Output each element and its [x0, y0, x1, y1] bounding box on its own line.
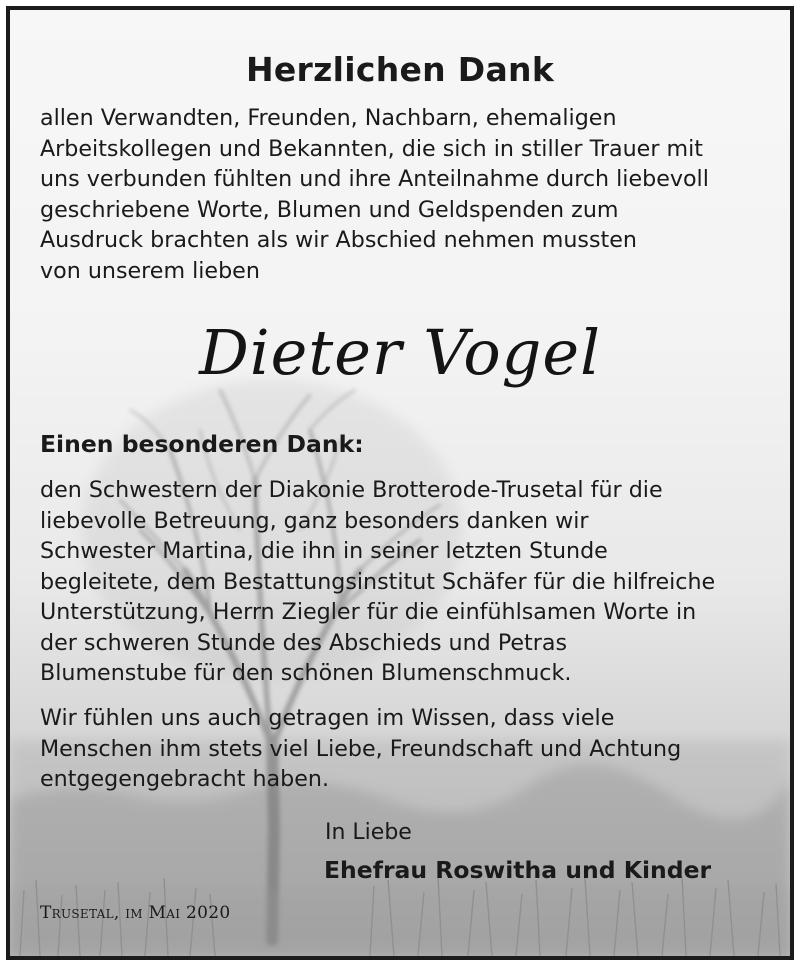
obituary-notice — [6, 6, 794, 960]
intro-line: von unserem lieben — [40, 257, 260, 284]
special-thanks-line: der schweren Stunde des Abschieds und Petras — [40, 629, 568, 656]
intro-line: Ausdruck brachten als wir Abschied nehmen mussten — [40, 227, 637, 253]
intro-line: geschriebene Worte, Blumen und Geldspenden zum — [40, 196, 619, 223]
special-thanks-heading: Einen besonderen Dank: — [40, 430, 364, 458]
intro-line: allen Verwandten, Freunden, Nachbarn, ehemaligen — [40, 105, 617, 131]
sign-off: In Liebe — [325, 820, 412, 845]
intro-line: uns verbunden fühlten und ihre Anteilnahme durch liebevoll — [40, 166, 709, 192]
closing-line: entgegengebracht haben. — [40, 766, 330, 792]
special-thanks-line: liebevolle Betreuung, ganz besonders danken wir — [40, 507, 589, 534]
special-thanks-line: begleitete, dem Bestattungsinstitut Schäfer für die hilfreiche — [40, 568, 716, 595]
special-thanks-line: Unterstützung, Herrn Ziegler für die einfühlsamen Worte in — [40, 599, 697, 625]
intro-line: Arbeitskollegen und Bekannten, die sich in stiller Trauer mit — [40, 135, 703, 162]
special-thanks-paragraph — [40, 475, 780, 689]
intro-paragraph — [40, 103, 780, 286]
place-date: Trusetal, im Mai 2020 — [40, 903, 231, 923]
closing-line: Menschen ihm stets viel Liebe, Freundschaft und Achtung — [40, 735, 682, 762]
deceased-name: Dieter Vogel — [199, 316, 601, 389]
notice-title: Herzlichen Dank — [245, 50, 555, 89]
signatories: Ehefrau Roswitha und Kinder — [324, 856, 712, 884]
closing-line: Wir fühlen uns auch getragen im Wissen, dass viele — [40, 705, 615, 731]
special-thanks-line: Blumenstube für den schönen Blumenschmuck. — [40, 660, 572, 686]
special-thanks-line: Schwester Martina, die ihn in seiner letzten Stunde — [40, 538, 608, 564]
special-thanks-line: den Schwestern der Diakonie Brotterode-Trusetal für die — [40, 477, 663, 503]
closing-paragraph — [40, 703, 780, 795]
